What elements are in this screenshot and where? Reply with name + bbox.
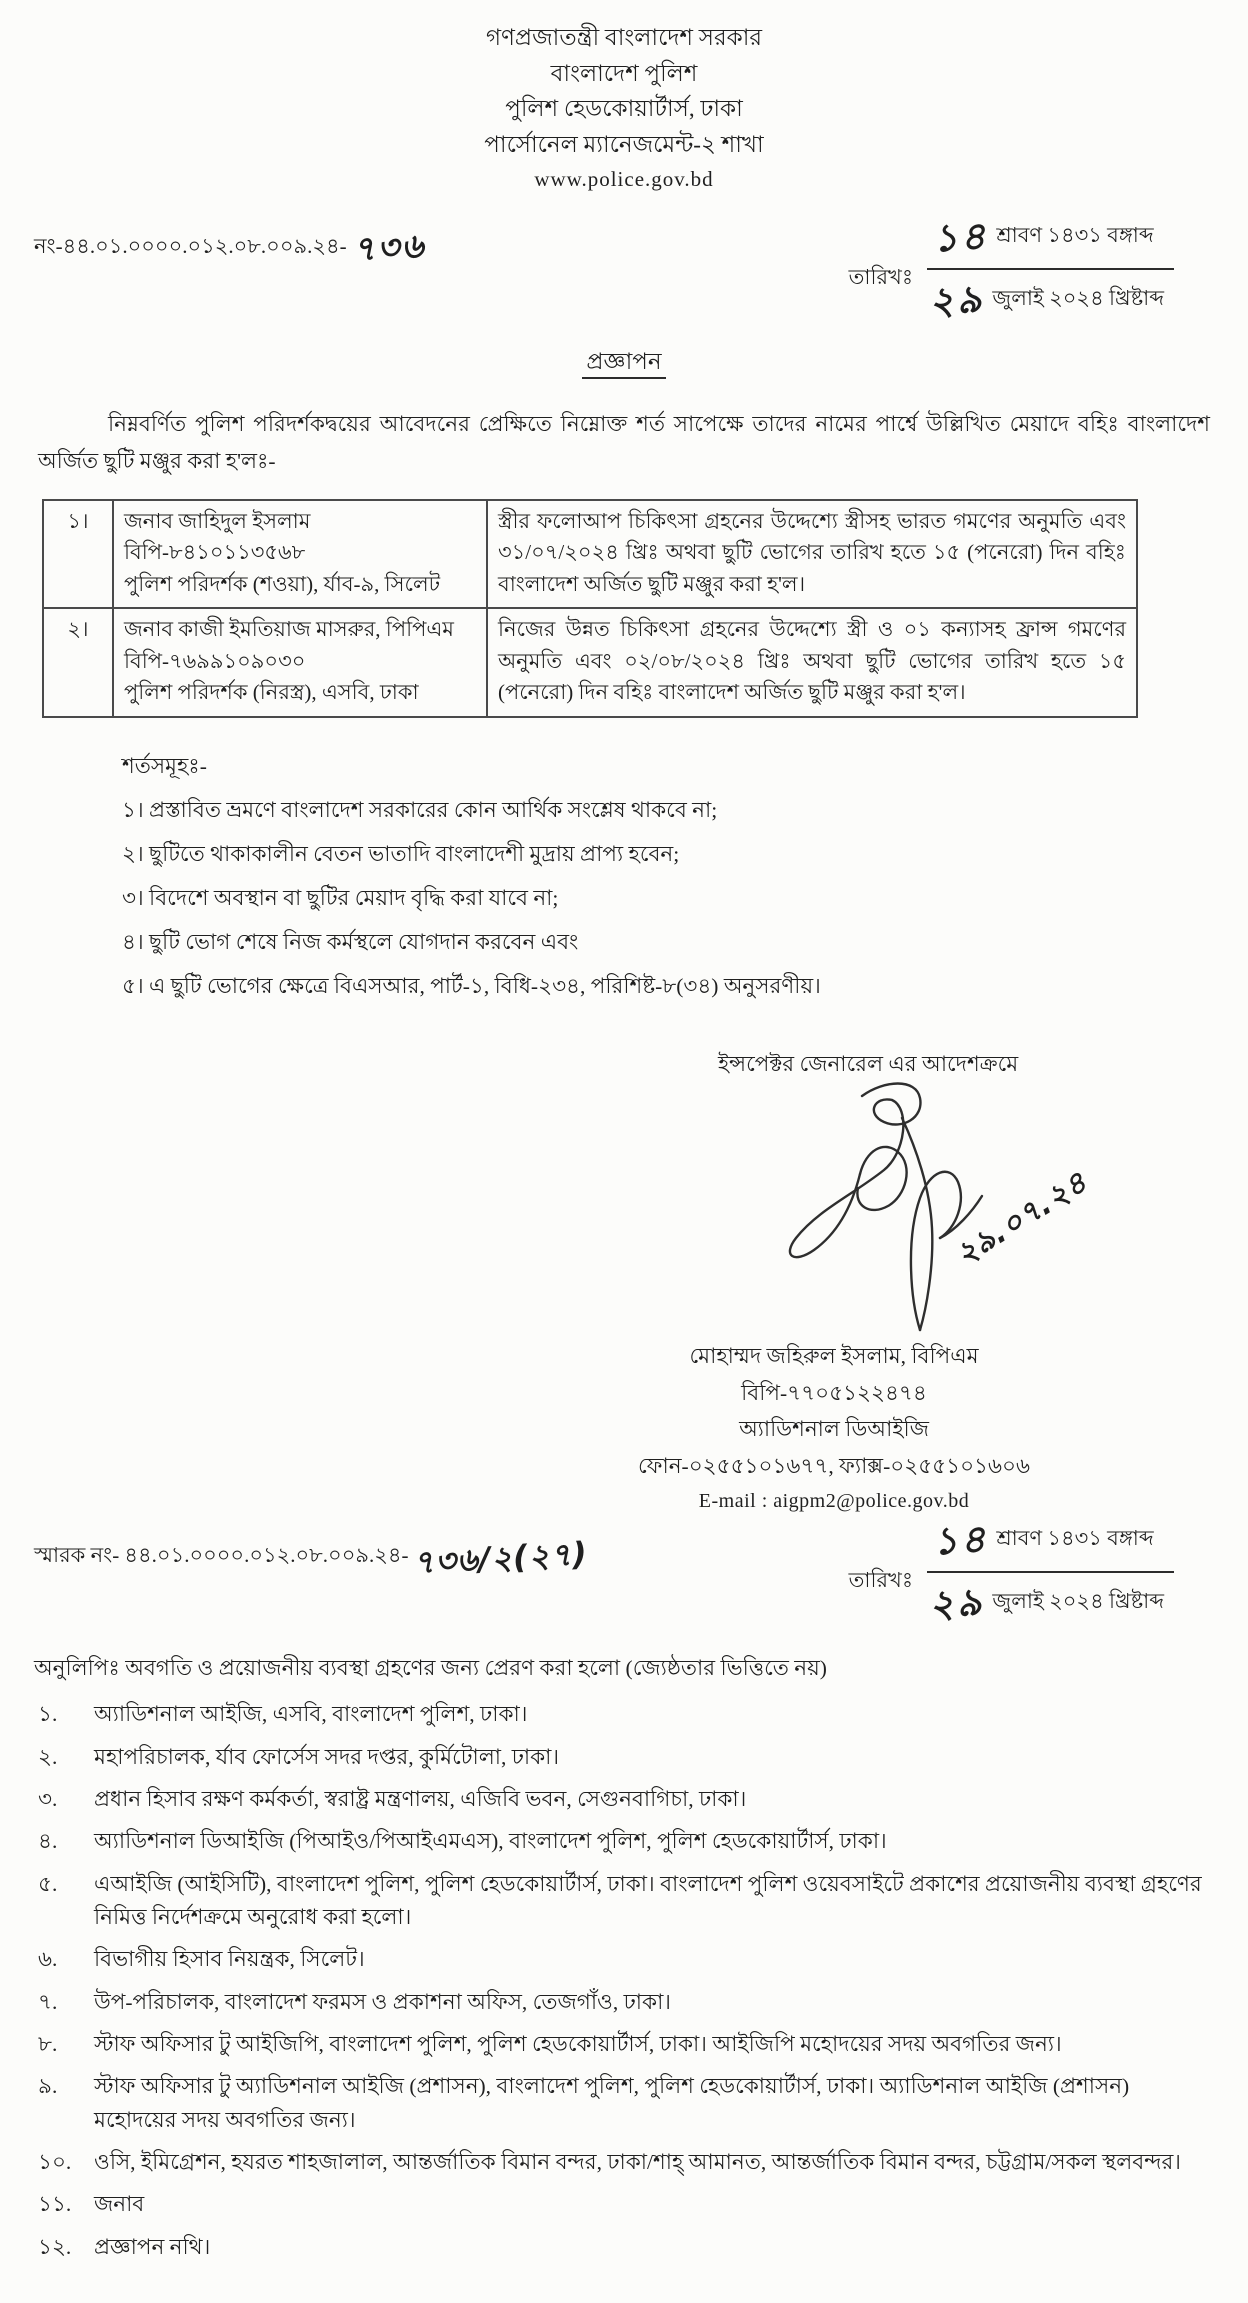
intro-paragraph: নিম্নবর্ণিত পুলিশ পরিদর্শকদ্বয়ের আবেদনের প্রেক্ষিতে নিম্নোক্ত শর্ত সাপেক্ষে তাদের নামের পার্শ্বে উল্লিখিত মেয়াদে বহিঃ বাংলাদেশ অর্জিত ছুটি মঞ্জুর করা হ'লঃ- (38, 411, 1210, 474)
row2-officer (113, 608, 487, 717)
list-item-number: ১০. (38, 2149, 72, 2174)
row1-officer-name: জনাব জাহিদুল ইসলাম (124, 508, 311, 533)
list-item (34, 1698, 1214, 1731)
date-bangla-day-handwritten: ১৪ (931, 213, 990, 261)
signatory-email: E-mail : aigpm2@police.gov.bd (698, 1490, 970, 1513)
row1-officer-post: পুলিশ পরিদর্শক (শওয়া), র্যাব-৯, সিলেট (124, 571, 441, 596)
date-gregorian-day-handwritten: ২৯ (927, 276, 986, 324)
govt-name: গণপ্রজাতন্ত্রী বাংলাদেশ সরকার (485, 25, 763, 50)
list-item-text: এআইজি (আইসিটি), বাংলাদেশ পুলিশ, পুলিশ হেডকোয়ার্টার্স, ঢাকা। বাংলাদেশ পুলিশ ওয়েবসাইটে প্রকাশের প্রয়োজনীয় ব্যবস্থা গ্রহণের নিমিত্ত নির্দেশক্রমে অনুরোধ করা হলো। (94, 1871, 1202, 1930)
list-item (34, 2188, 1214, 2221)
list-item-number: ৮. (38, 2031, 58, 2056)
list-item-number: ৬. (38, 1947, 58, 1972)
date-stack (927, 209, 1174, 329)
sarok-date-bangla-rest: শ্রাবণ ১৪৩১ বঙ্গাব্দ (996, 1526, 1154, 1551)
sarok-number-prefix: স্মারক নং- ৪৪.০১.০০০০.০১২.০৮.০০৯.২৪- (34, 1543, 409, 1568)
sarok-date-gregorian-rest: জুলাই ২০২৪ খ্রিষ্টাব্দ (992, 1589, 1164, 1614)
list-item (34, 1986, 1214, 2019)
date-gregorian-rest: জুলাই ২০২৪ খ্রিষ্টাব্দ (992, 286, 1164, 311)
sarok-date-stack (927, 1512, 1174, 1632)
org-name: বাংলাদেশ পুলিশ (550, 60, 698, 86)
condition-item: ১। প্রস্তাবিত ভ্রমণে বাংলাদেশ সরকারের কোন আর্থিক সংশ্লেষ থাকবে না; (122, 797, 718, 822)
date-label: তারিখঃ (848, 265, 914, 290)
signatory-designation: অ্যাডিশনাল ডিআইজি (739, 1417, 929, 1442)
condition-item: ৩। বিদেশে অবস্থান বা ছুটির মেয়াদ বৃদ্ধি করা যাবে না; (122, 886, 559, 911)
table-row (43, 500, 1137, 609)
date-bangla-rest: শ্রাবণ ১৪৩১ বঙ্গাব্দ (996, 223, 1154, 248)
row1-officer (113, 500, 487, 609)
signature-date-note: ২৯.০৭.২৪ (949, 1164, 1094, 1273)
branch-name: পার্সোনেল ম্যানেজমেন্ট-২ শাখা (484, 131, 764, 157)
sarok-date-gregorian-day-handwritten: ২৯ (927, 1579, 986, 1627)
row2-officer-name: জনাব কাজী ইমতিয়াজ মাসরুর, পিপিএম (124, 617, 454, 642)
row2-officer-bp: বিপি-৭৬৯৯১০৯০৩০ (124, 648, 306, 673)
website-url: www.police.gov.bd (534, 166, 714, 191)
condition-item: ৪। ছুটি ভোগ শেষে নিজ কর্মস্থলে যোগদান করবেন এবং (122, 930, 579, 955)
list-item-number: ১১. (38, 2192, 72, 2217)
list-item-number: ৫. (38, 1871, 58, 1896)
list-item-text: স্টাফ অফিসার টু অ্যাডিশনাল আইজি (প্রশাসন), বাংলাদেশ পুলিশ, পুলিশ হেডকোয়ার্টার্স, ঢাকা। অ্যাডিশনাল আইজি (প্রশাসন) মহোদয়ের সদয় অবগতির জন্য। (94, 2074, 1130, 2132)
signatory-bp: বিপি-৭৭০৫১২২৪৭৪ (741, 1380, 927, 1405)
row1-leave-details: স্ত্রীর ফলোআপ চিকিৎসা গ্রহনের উদ্দেশ্যে স্ত্রীসহ ভারত গমণের অনুমতি এবং ৩১/০৭/২০২৪ খ্রিঃ অথবা ছুটি ভোগের তারিখ হতে ১৫ (পনেরো) দিন বহিঃ বাংলাদেশ অর্জিত ছুটি মঞ্জুর করা হ'ল। (487, 500, 1137, 609)
list-item-number: ৭. (38, 1989, 58, 2014)
list-item (34, 2146, 1214, 2179)
sarok-date-bangla (927, 1512, 1174, 1573)
sarok-date-block (849, 1512, 1214, 1632)
by-order-line: ইন্সপেক্টর জেনারেল এর আদেশক্রমে (718, 1052, 1019, 1077)
row1-serial: ১। (43, 500, 113, 609)
condition-item: ২। ছুটিতে থাকাকালীন বেতন ভাতাদি বাংলাদেশী মুদ্রায় প্রাপ্য হবেন; (122, 841, 680, 866)
list-item-number: ২. (38, 1744, 58, 1769)
row2-serial: ২। (43, 608, 113, 717)
date-gregorian (927, 270, 1174, 329)
list-item (34, 2070, 1214, 2137)
sarok-number-handwritten: ৭৩৬/২(২৭) (411, 1534, 589, 1582)
signatory-phone: ফোন-০২৫৫১০১৬৭৭, ফ্যাক্স-০২৫৫১০১৬০৬ (638, 1453, 1030, 1478)
list-item (34, 1783, 1214, 1816)
signatory-block (594, 1338, 1074, 1518)
row2-leave-details: নিজের উন্নত চিকিৎসা গ্রহনের উদ্দেশ্যে স্ত্রী ও ০১ কন্যাসহ ফ্রান্স গমণের অনুমতি এবং ০২/০৮/২০২৪ খ্রিঃ অথবা ছুটি ভোগের তারিখ হতে ১৫ (পনেরো) দিন বহিঃ বাংলাদেশ অর্জিত ছুটি মঞ্জুর করা হ'ল। (487, 608, 1137, 717)
list-item-text: প্রধান হিসাব রক্ষণ কর্মকর্তা, স্বরাষ্ট্র মন্ত্রণালয়, এজিবি ভবন, সেগুনবাগিচা, ঢাকা। (94, 1787, 747, 1812)
letterhead (34, 20, 1214, 195)
list-item-number: ৪. (38, 1829, 58, 1854)
conditions-section (122, 744, 1214, 1008)
list-item-number: ১. (38, 1702, 58, 1727)
memo-number (34, 209, 425, 274)
signature-section (34, 1038, 1214, 1513)
row2-officer-post: পুলিশ পরিদর্শক (নিরস্ত্র), এসবি, ঢাকা (124, 680, 419, 705)
distribution-list (34, 1698, 1214, 2263)
list-item (34, 2028, 1214, 2061)
list-item (34, 1825, 1214, 1858)
list-item (34, 1943, 1214, 1976)
sarok-row (34, 1512, 1214, 1632)
copy-note: অনুলিপিঃ অবগতি ও প্রয়োজনীয় ব্যবস্থা গ্রহণের জন্য প্রেরণ করা হলো (জ্যেষ্ঠতার ভিত্তিতে নয়) (34, 1656, 827, 1681)
signature-area (734, 1078, 1094, 1338)
page-title-text: প্রজ্ঞাপন (582, 349, 665, 379)
memo-number-handwritten: ৭৩৬ (351, 226, 426, 270)
list-item (34, 1868, 1214, 1935)
memo-row (34, 209, 1214, 329)
date-bangla (927, 209, 1174, 270)
sarok-date-bangla-day-handwritten: ১৪ (931, 1516, 990, 1564)
list-item-text: মহাপরিচালক, র্যাব ফোর্সেস সদর দপ্তর, কুর্মিটোলা, ঢাকা। (94, 1744, 560, 1769)
table-row (43, 608, 1137, 717)
list-item-number: ৯. (38, 2074, 58, 2099)
list-item-text: ওসি, ইমিগ্রেশন, হযরত শাহজালাল, আন্তর্জাতিক বিমান বন্দর, ঢাকা/শাহ্ আমানত, আন্তর্জাতিক বিমান বন্দর, চট্টগ্রাম/সকল স্থলবন্দর। (94, 2149, 1181, 2174)
date-block (849, 209, 1214, 329)
sarok-date-gregorian (927, 1573, 1174, 1632)
condition-item: ৫। এ ছুটি ভোগের ক্ষেত্রে বিএসআর, পার্ট-১, বিধি-২৩৪, পরিশিষ্ট-৮(৩৪) অনুসরণীয়। (122, 974, 821, 999)
sarok-number (34, 1512, 587, 1582)
signatory-name: মোহাম্মদ জহিরুল ইসলাম, বিপিএম (689, 1344, 979, 1369)
list-item-text: বিভাগীয় হিসাব নিয়ন্ত্রক, সিলেট। (94, 1947, 365, 1972)
list-item-text: জনাব (94, 2192, 145, 2217)
list-item-text: অ্যাডিশনাল আইজি, এসবি, বাংলাদেশ পুলিশ, ঢাকা। (94, 1702, 528, 1727)
list-item-text: প্রজ্ঞাপন নথি। (94, 2234, 211, 2259)
leave-table (42, 499, 1138, 718)
sarok-date-label: তারিখঃ (848, 1568, 914, 1593)
list-item-text: উপ-পরিচালক, বাংলাদেশ ফরমস ও প্রকাশনা অফিস, তেজগাঁও, ঢাকা। (94, 1989, 671, 2014)
list-item-text: স্টাফ অফিসার টু আইজিপি, বাংলাদেশ পুলিশ, পুলিশ হেডকোয়ার্টার্স, ঢাকা। আইজিপি মহোদয়ের সদয় অবগতির জন্য। (94, 2031, 1062, 2056)
list-item-text: অ্যাডিশনাল ডিআইজি (পিআইও/পিআইএমএস), বাংলাদেশ পুলিশ, পুলিশ হেডকোয়ার্টার্স, ঢাকা। (94, 1829, 887, 1854)
conditions-heading: শর্তসমূহঃ- (122, 753, 207, 778)
office-name: পুলিশ হেডকোয়ার্টার্স, ঢাকা (505, 96, 743, 122)
list-item-number: ১২. (38, 2234, 72, 2259)
page-title (34, 345, 1214, 380)
list-item (34, 1741, 1214, 1774)
row1-officer-bp: বিপি-৮৪১০১১৩৫৬৮ (124, 540, 306, 565)
memo-number-prefix: নং-৪৪.০১.০০০০.০১২.০৮.০০৯.২৪- (34, 234, 347, 259)
list-item (34, 2231, 1214, 2264)
list-item-number: ৩. (38, 1787, 58, 1812)
